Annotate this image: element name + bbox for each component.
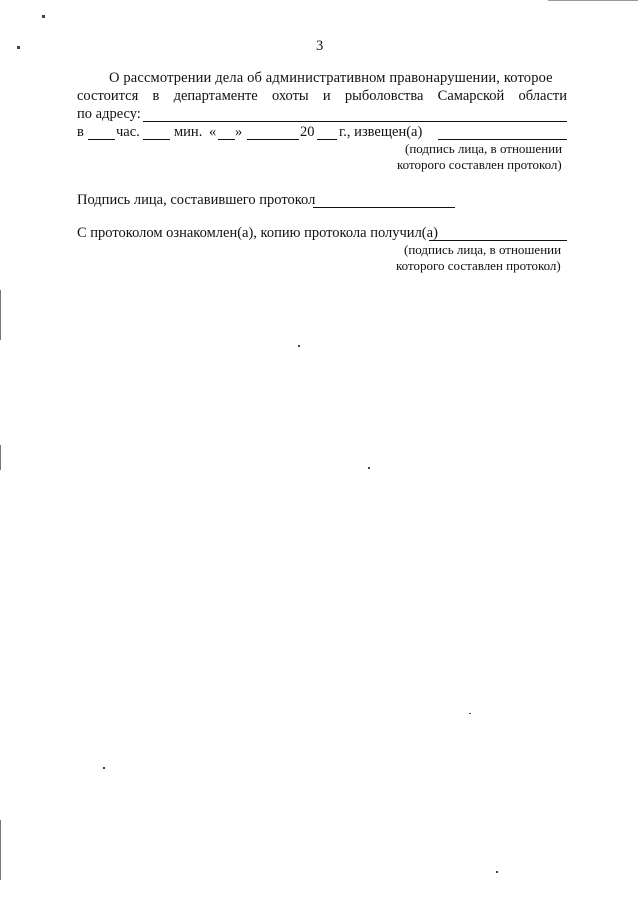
paragraph-word: рыболовства: [344, 88, 424, 104]
address-label: по адресу:: [77, 106, 141, 122]
signature-note-1-line-1: (подпись лица, в отношении: [405, 141, 563, 156]
signature-note-1-line-2: которого составлен протокол): [397, 157, 562, 172]
year-field[interactable]: [317, 139, 337, 140]
scan-speck: [298, 345, 300, 347]
notified-label: г., извещен(а): [339, 124, 423, 140]
scan-speck: [496, 871, 498, 873]
day-field[interactable]: [218, 139, 235, 140]
paragraph-word: области: [518, 88, 567, 104]
minutes-label: мин.: [174, 124, 203, 140]
scan-speck: [368, 467, 370, 469]
scan-edge-mark: [0, 290, 1, 340]
scan-speck: [103, 767, 105, 769]
hours-field[interactable]: [88, 139, 115, 140]
scan-edge-mark: [0, 445, 1, 470]
time-prefix: в: [77, 124, 84, 140]
month-field[interactable]: [247, 139, 299, 140]
paragraph-word: Самарской: [437, 88, 505, 104]
page-number: 3: [316, 38, 324, 54]
scan-speck: [17, 46, 20, 49]
address-field[interactable]: [143, 121, 567, 122]
paragraph-word: департаменте: [173, 88, 258, 104]
scan-speck: [548, 0, 638, 1]
notified-signature-field[interactable]: [438, 139, 567, 140]
signature-note-2-line-2: которого составлен протокол): [396, 258, 561, 273]
paragraph-word: и: [322, 88, 331, 104]
signature-note-2-line-1: (подпись лица, в отношении: [404, 242, 562, 257]
composer-signature-field[interactable]: [313, 207, 455, 208]
acquainted-label: С протоколом ознакомлен(а), копию протокола получил(а): [77, 225, 438, 241]
year-prefix: 20: [300, 124, 315, 140]
paragraph-line-2: [77, 88, 567, 105]
composer-signature-label: Подпись лица, составившего протокол: [77, 192, 316, 208]
acquainted-signature-field[interactable]: [429, 240, 567, 241]
scan-edge-mark: [0, 820, 1, 880]
paragraph-word: состоится: [77, 88, 139, 104]
open-quote: «: [209, 124, 217, 140]
scan-speck: [42, 15, 45, 18]
minutes-field[interactable]: [143, 139, 170, 140]
close-quote: »: [235, 124, 243, 140]
scan-speck: [469, 713, 471, 714]
paragraph-line-1: О рассмотрении дела об административном правонарушении, которое: [109, 70, 553, 86]
paragraph-word: в: [152, 88, 160, 104]
paragraph-word: охоты: [271, 88, 309, 104]
hours-label: час.: [116, 124, 140, 140]
